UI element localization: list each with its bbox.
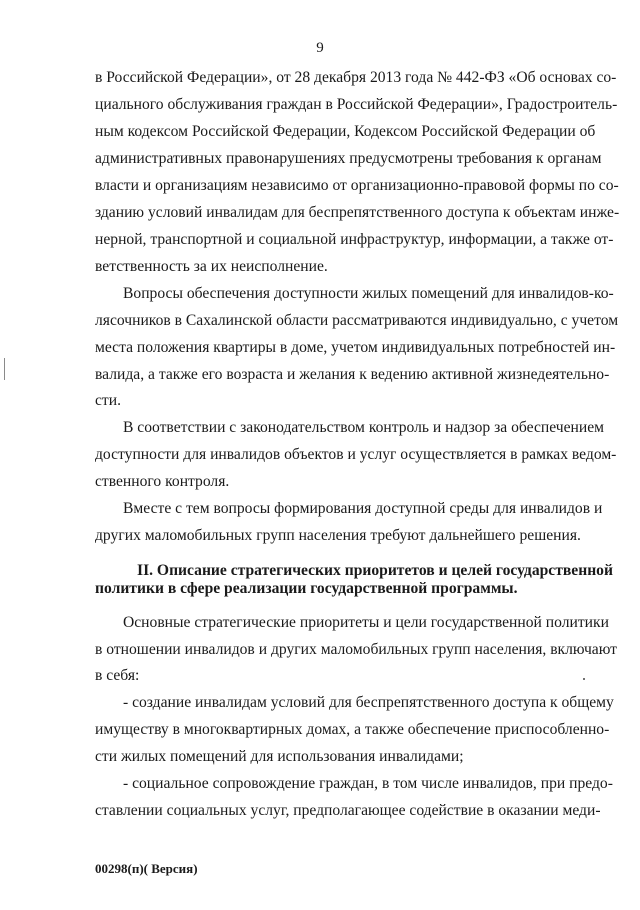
- paragraph-line: валида, а также его возраста и желания к ведению активной жизнедеятельно-: [95, 366, 610, 383]
- paragraph-line: административных правонарушениях предусмотрены требования к органам: [95, 150, 602, 167]
- paragraph-line: нерной, транспортной и социальной инфраструктур, информации, а также от-: [95, 231, 614, 248]
- list-item-line: ставлении социальных услуг, предполагающее содействие в оказании меди-: [95, 802, 601, 819]
- paragraph-line: лясочников в Сахалинской области рассматриваются индивидуально, с учетом: [95, 312, 619, 329]
- paragraph-line: В соответствии с законодательством контроль и надзор за обеспечением: [123, 419, 604, 436]
- section-heading: II. Описание стратегических приоритетов и целей государственной: [137, 562, 613, 579]
- paragraph-line: ным кодексом Российской Федерации, Кодексом Российской Федерации об: [95, 123, 596, 140]
- paragraph-line: Основные стратегические приоритеты и цели государственной политики: [123, 614, 609, 631]
- section-heading: политики в сфере реализации государственной программы.: [95, 580, 518, 597]
- list-item-line: - создание инвалидам условий для беспрепятственного доступа к общему: [123, 694, 614, 711]
- paragraph-line: Вопросы обеспечения доступности жилых помещений для инвалидов-ко-: [123, 285, 614, 302]
- document-code-footer: 00298(п)( Версия): [95, 861, 198, 876]
- paragraph-line: ственного контроля.: [95, 473, 230, 490]
- paragraph-line: в себя:: [95, 667, 140, 684]
- list-item-line: сти жилых помещений для использования инвалидами;: [95, 748, 464, 765]
- paragraph-line: циального обслуживания граждан в Российской Федерации», Градостроитель-: [95, 96, 618, 113]
- paragraph-line: сти.: [95, 392, 121, 409]
- paragraph-line: зданию условий инвалидам для беспрепятственного доступа к объектам инже-: [95, 204, 620, 221]
- paragraph-line: доступности для инвалидов объектов и услуг осуществляется в рамках ведом-: [95, 446, 617, 463]
- list-item-line: - социальное сопровождение граждан, в том числе инвалидов, при предо-: [123, 775, 613, 792]
- paragraph-line: других маломобильных групп населения требуют дальнейшего решения.: [95, 527, 581, 544]
- scan-margin-mark: [4, 358, 5, 380]
- paragraph-line: ветственность за их неисполнение.: [95, 258, 328, 275]
- paragraph-line: в отношении инвалидов и других маломобильных групп населения, включают: [95, 641, 617, 658]
- paragraph-line: в Российской Федерации», от 28 декабря 2013 года № 442-ФЗ «Об основах со-: [95, 69, 617, 86]
- page-number: 9: [316, 40, 324, 56]
- paragraph-line: Вместе с тем вопросы формирования доступной среды для инвалидов и: [123, 500, 603, 517]
- list-item-line: имуществу в многоквартирных домах, а также обеспечение приспособленно-: [95, 721, 610, 738]
- scan-speck: [583, 678, 585, 680]
- paragraph-line: власти и организациям независимо от организационно-правовой формы по со-: [95, 177, 619, 194]
- paragraph-line: места положения квартиры в доме, учетом индивидуальных потребностей ин-: [95, 339, 616, 356]
